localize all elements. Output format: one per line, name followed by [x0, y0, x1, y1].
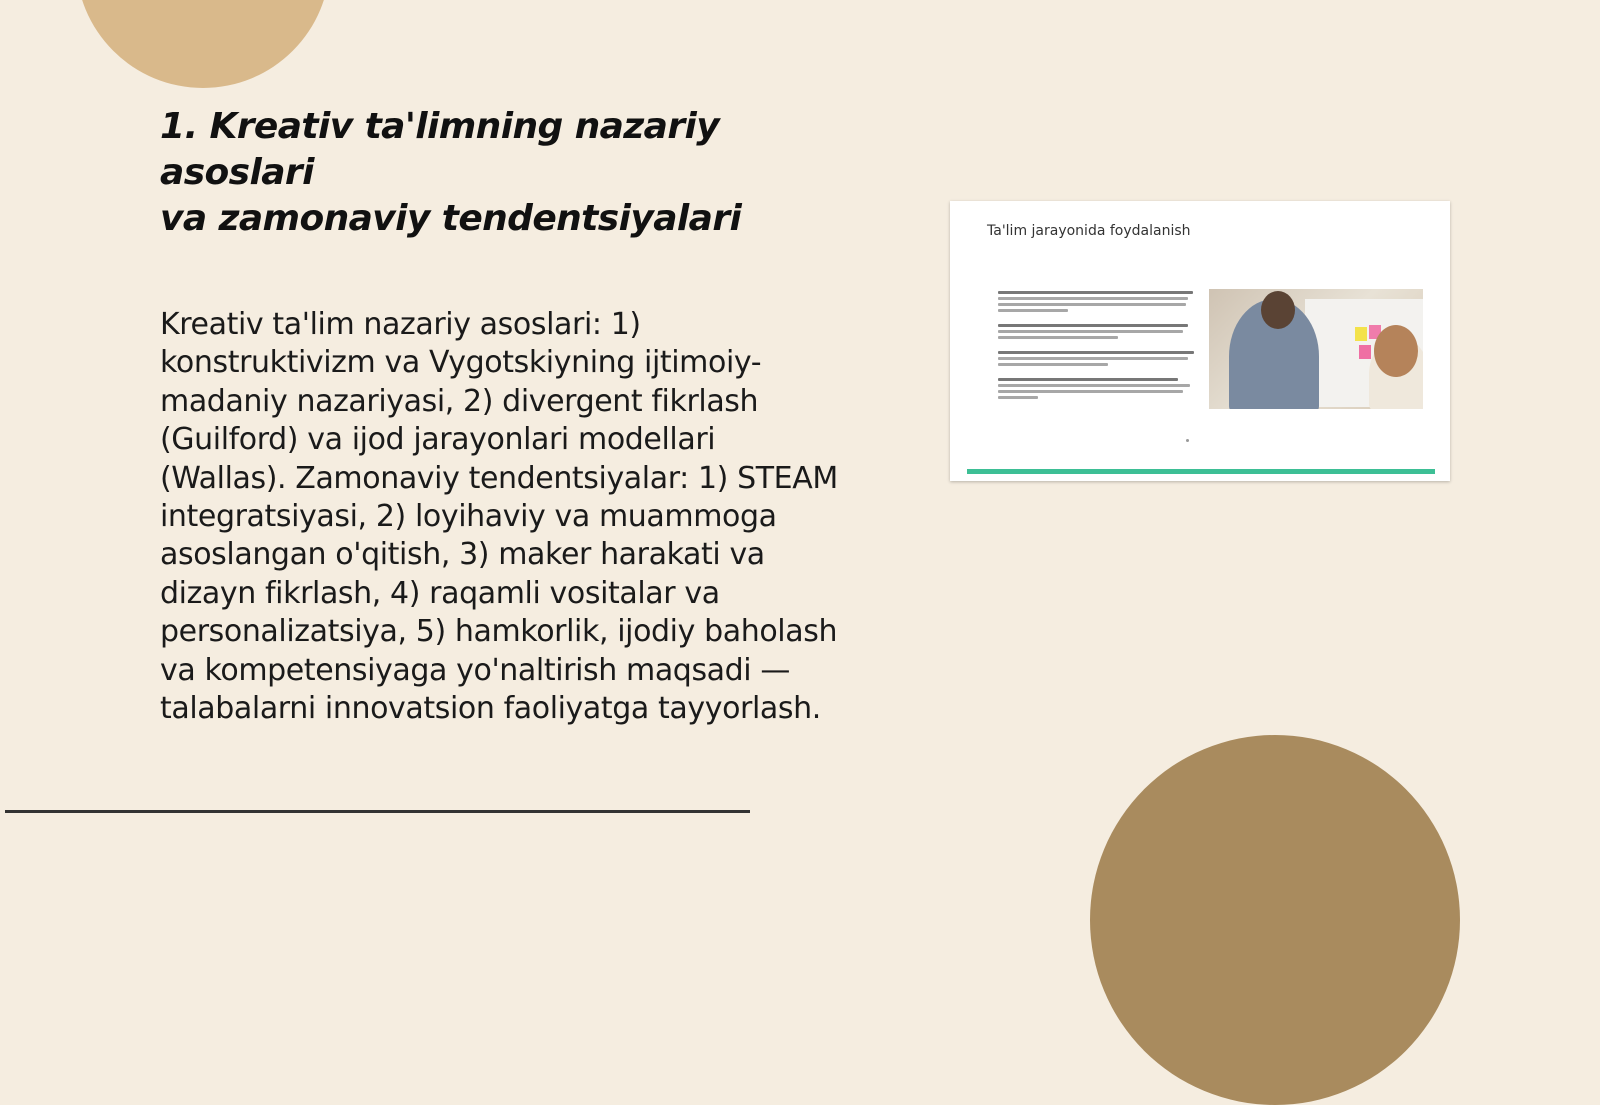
decorative-circle-top — [76, 0, 330, 88]
slide-title-line-2: va zamonaviy tendentsiyalari — [160, 198, 742, 239]
decorative-circle-bottom — [1090, 735, 1460, 1105]
slide-body-text: Kreativ ta'lim nazariy asoslari: 1) konstruktivizm va Vygotskiyning ijtimoiy-madaniy nazariyasi, 2) divergent fikrlash (Guilford) va ijod jarayonlari modellari (Wallas). Zamonaviy tendentsiyalar: 1) STEAM integratsiyasi, 2) loyihaviy va muammoga asoslangan o'qitish, 3) maker harakati va dizayn fikrlash, 4) raqamli vositalar va personalizatsiya, 5) hamkorlik, ijodiy baholash va kompetensiyaga yo'naltirish maqsadi — talabalarni innovatsion faoliyatga tayyorlash. — [160, 307, 838, 727]
slide-thumbnail-image — [950, 201, 1450, 481]
thumbnail-bullet — [998, 291, 1198, 312]
sticky-note — [1359, 345, 1371, 359]
person-woman-hair — [1374, 325, 1418, 377]
thumbnail-bullet-list — [998, 291, 1198, 411]
slide-title — [160, 104, 860, 242]
thumbnail-page-marker — [1186, 439, 1189, 442]
thumbnail-bullet — [998, 378, 1198, 399]
thumbnail-bullet — [998, 324, 1198, 339]
sticky-note — [1355, 327, 1367, 341]
person-man-head — [1261, 291, 1295, 329]
divider-line — [5, 810, 750, 813]
slide-title-line-1: 1. Kreativ ta'limning nazariy asoslari — [160, 106, 720, 193]
classroom-photo — [1209, 289, 1423, 409]
thumbnail-title: Ta'lim jarayonida foydalanish — [987, 223, 1191, 239]
thumbnail-accent-bar — [967, 469, 1435, 474]
thumbnail-bullet — [998, 351, 1198, 366]
